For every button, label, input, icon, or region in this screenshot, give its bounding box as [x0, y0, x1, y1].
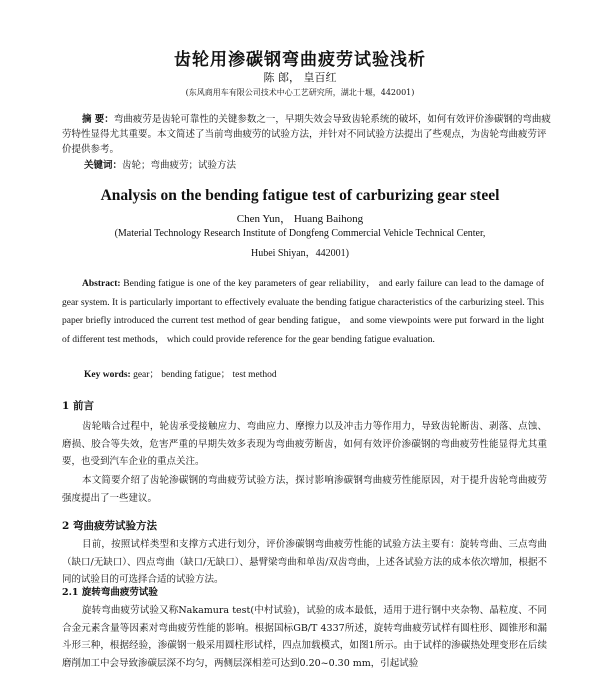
english-keywords-label: Key words: — [84, 370, 131, 380]
paragraph-4: 旋转弯曲疲劳试验又称Nakamura test(中村试验)，试验的成本最低，适用于进行钢中夹杂物、晶粒度、不同合金元素含量等因素对弯曲疲劳性能的影响。根据国标GB/T 4337所述，旋转弯曲疲劳试样有圆柱形、圆锥形和漏斗形三种，根据经验，渗碳钢一般采用圆柱形试样，四点加载模式，如图1所示。由于试样的渗碳热处理变形在后续磨削加工中会导致渗碳层深不均匀，两侧层深相差可达到0.20~0.30 mm，引起试验 — [62, 605, 547, 669]
english-abstract — [62, 275, 544, 349]
chinese-keywords-text: 齿轮；弯曲疲劳；试验方法 — [122, 160, 237, 171]
paragraph-2: 本文简要介绍了齿轮渗碳钢的弯曲疲劳试验方法，探讨影响渗碳钢弯曲疲劳性能原因，对于提升齿轮弯曲疲劳强度提出了一些建议。 — [62, 475, 547, 504]
chinese-abstract — [62, 112, 552, 157]
chinese-authors: 陈 郎， 皇百红 — [263, 71, 337, 84]
english-title: Analysis on the bending fatigue test of carburizing gear steel — [100, 187, 500, 204]
english-affiliation-line2: Hubei Shiyan，442001) — [250, 248, 350, 259]
chinese-keywords — [84, 158, 544, 173]
english-keywords-text: gear； bending fatigue； test method — [133, 370, 277, 380]
english-abstract-text: Bending fatigue is one of the key parameters of gear reliability， and early failure can lead to the damage of gear system. It is particularly important to effectively evaluate the bending fatigue characteristics of the carburizing steel. This paper briefly introduced the current test method of gear bending fatigue， and some viewpoints were put forward in the light of different test methods， which could provide reference for the gear bending fatigue evaluation. — [62, 279, 544, 345]
chinese-abstract-label: 摘 要： — [82, 114, 114, 125]
english-authors: Chen Yun， Huang Baihong — [236, 213, 364, 225]
english-abstract-label: Abstract: — [82, 279, 121, 289]
english-affiliation-line1: (Material Technology Research Institute of Dongfeng Commercial Vehicle Technical Center, — [114, 228, 486, 239]
paragraph-1: 齿轮啮合过程中，轮齿承受接触应力、弯曲应力、摩擦力以及冲击力等作用力，导致齿轮断齿、剥落、点蚀、磨损、胶合等失效，危害严重的早期失效多表现为弯曲疲劳断齿，如何有效评价渗碳钢的弯曲疲劳性能显得尤其重要，也受到汽车企业的重点关注。 — [62, 421, 547, 467]
chinese-abstract-text: 弯曲疲劳是齿轮可靠性的关键参数之一，早期失效会导致齿轮系统的破坏，如何有效评价渗碳钢的弯曲疲劳特性显得尤其重要。本文简述了当前弯曲疲劳的试验方法，并针对不同试验方法提出了些观点，为齿轮弯曲疲劳评价提供参考。 — [62, 114, 551, 155]
section-2-heading: 2 弯曲疲劳试验方法 — [62, 520, 157, 532]
subsection-2-1-heading: 2.1 旋转弯曲疲劳试验 — [62, 587, 158, 598]
chinese-keywords-label: 关键词： — [84, 160, 123, 171]
paragraph-3: 目前，按照试样类型和支撑方式进行划分，评价渗碳钢弯曲疲劳性能的试验方法主要有：旋转弯曲、三点弯曲（缺口/无缺口）、四点弯曲（缺口/无缺口）、悬臂梁弯曲和单齿/双齿弯曲，上述各试验方法的成本依次增加，根据不同的试验目的可选择合适的试验方法。 — [62, 539, 547, 585]
section-1-heading: 1 前言 — [62, 400, 94, 412]
chinese-title: 齿轮用渗碳钢弯曲疲劳试验浅析 — [174, 50, 426, 70]
english-keywords — [84, 366, 277, 380]
chinese-affiliation: (东风商用车有限公司技术中心工艺研究所，湖北十堰，442001) — [185, 88, 415, 97]
